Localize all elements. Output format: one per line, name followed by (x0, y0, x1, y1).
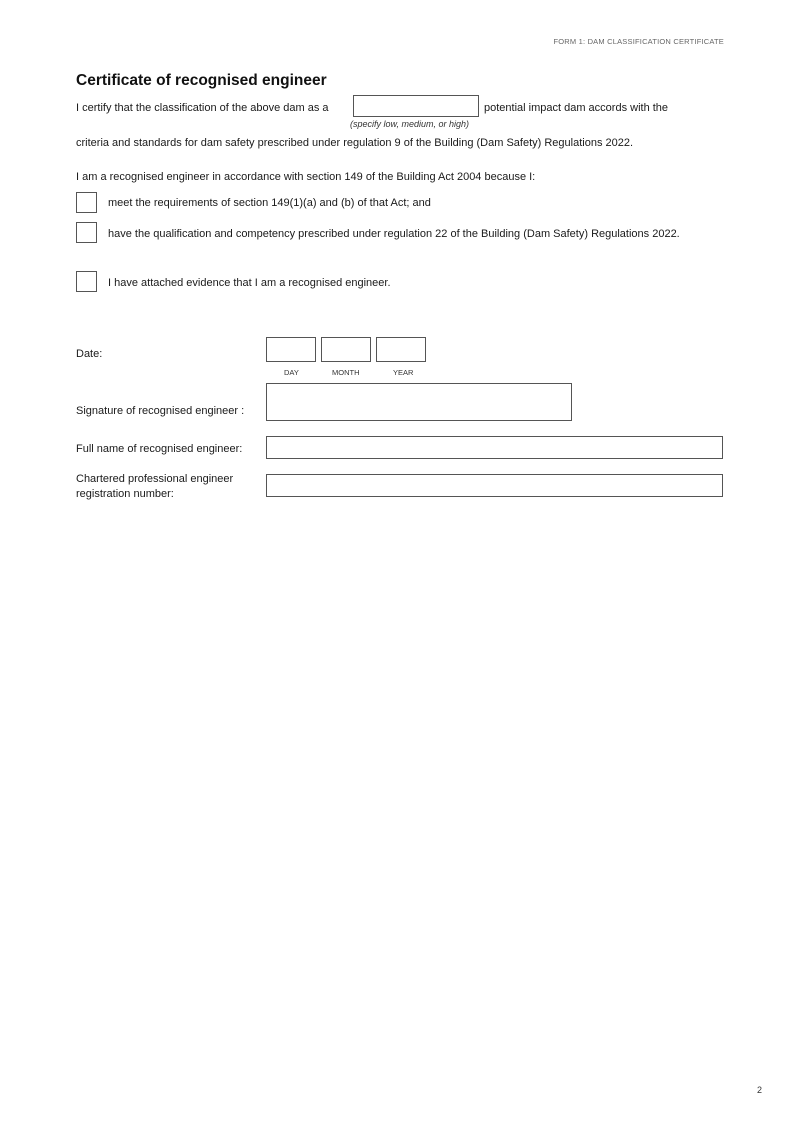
full-name-label: Full name of recognised engineer: (76, 443, 243, 455)
evidence-label: I have attached evidence that I am a recognised engineer. (108, 277, 391, 289)
page-number: 2 (756, 1085, 762, 1095)
requirements-label: meet the requirements of section 149(1)(a) and (b) of that Act; and (108, 197, 431, 209)
date-year-input[interactable] (376, 337, 426, 362)
registration-label-line2: registration number: (76, 488, 174, 500)
qualification-label: have the qualification and competency prescribed under regulation 22 of the Building (Dam Safety) Regulations 2022. (108, 228, 680, 240)
signature-label: Signature of recognised engineer : (76, 405, 245, 417)
signature-field[interactable] (266, 383, 572, 421)
certify-sentence-start: I certify that the classification of the above dam as a (76, 102, 329, 114)
date-day-input[interactable] (266, 337, 316, 362)
qualification-checkbox[interactable] (76, 222, 97, 243)
evidence-checkbox[interactable] (76, 271, 97, 292)
month-label: MONTH (332, 368, 360, 377)
registration-label-line1: Chartered professional engineer (76, 473, 234, 485)
running-header: FORM 1: DAM CLASSIFICATION CERTIFICATE (553, 37, 724, 46)
day-label: DAY (284, 368, 299, 377)
date-label: Date: (76, 348, 103, 360)
full-name-input[interactable] (266, 436, 723, 459)
certify-sentence-middle: potential impact dam accords with the (484, 102, 669, 114)
certify-sentence-end: criteria and standards for dam safety prescribed under regulation 9 of the Building (Dam Safety) Regulations 2022. (76, 137, 634, 149)
section-heading: Certificate of recognised engineer (76, 72, 327, 89)
impact-level-hint: (specify low, medium, or high) (350, 119, 470, 129)
impact-level-input[interactable] (353, 95, 479, 117)
recognised-engineer-intro: I am a recognised engineer in accordance with section 149 of the Building Act 2004 because I: (76, 171, 536, 183)
requirements-checkbox[interactable] (76, 192, 97, 213)
registration-number-input[interactable] (266, 474, 723, 497)
year-label: YEAR (393, 368, 414, 377)
date-month-input[interactable] (321, 337, 371, 362)
